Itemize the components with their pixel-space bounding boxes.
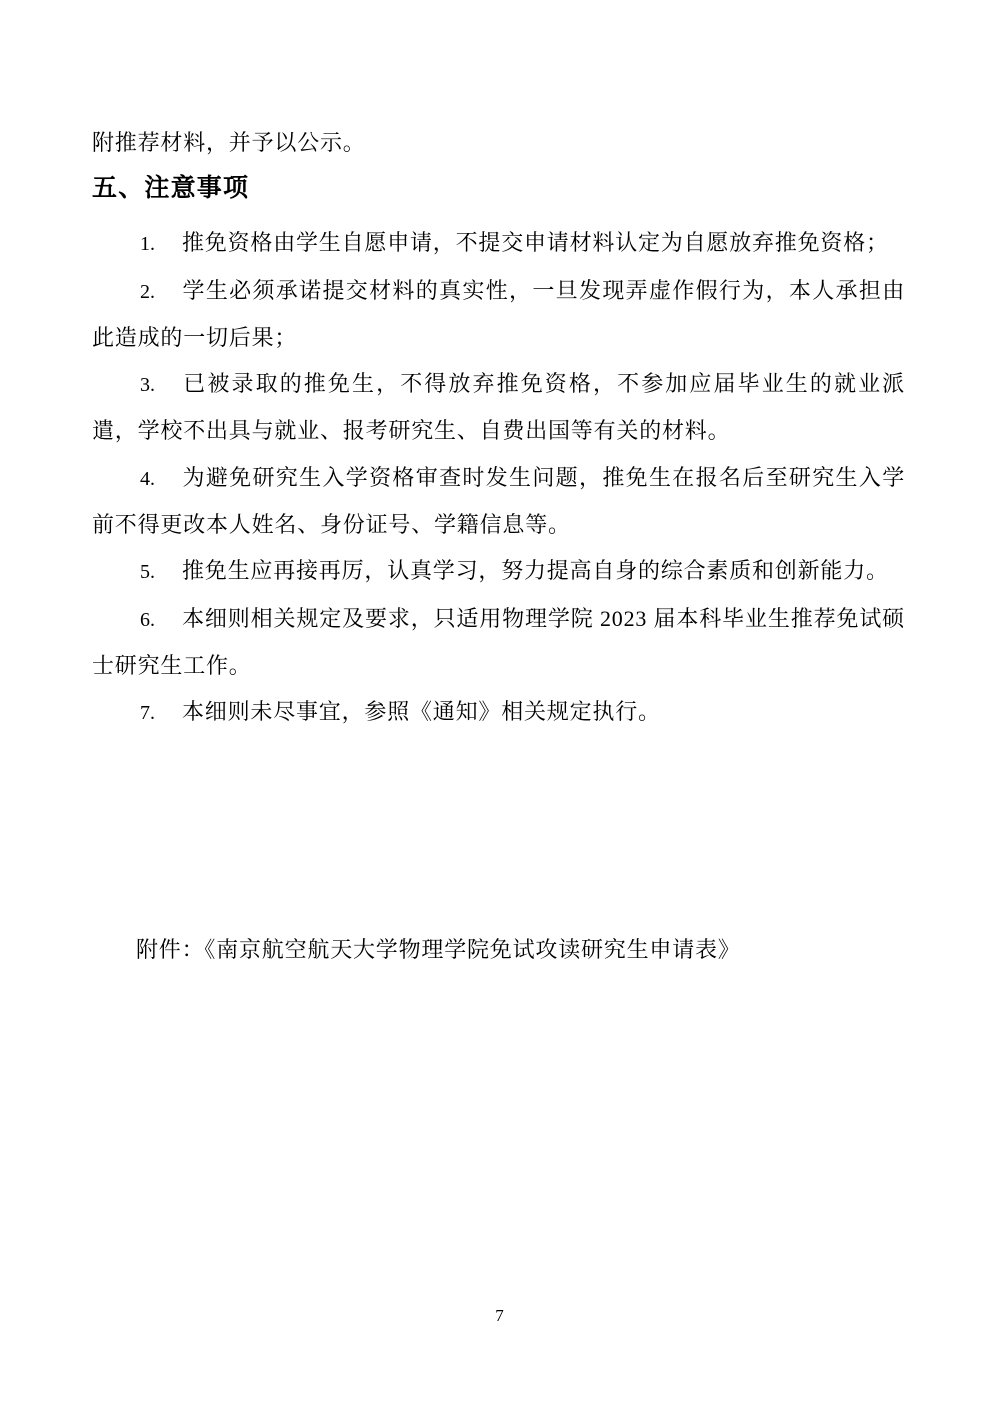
notes-list — [92, 220, 905, 736]
note-item — [92, 361, 905, 455]
note-item — [92, 268, 905, 362]
note-item — [92, 548, 905, 595]
note-text: 推免资格由学生自愿申请，不提交申请材料认定为自愿放弃推免资格； — [182, 230, 889, 256]
note-text: 本细则未尽事宜，参照《通知》相关规定执行。 — [182, 699, 661, 725]
note-number: 4. — [140, 467, 155, 490]
note-number: 3. — [140, 374, 155, 397]
note-item — [92, 689, 905, 736]
note-text: 已被录取的推免生，不得放弃推免资格，不参加应届毕业生的就业派遣，学校不出具与就业、报考研究生、自费出国等有关的材料。 — [92, 371, 905, 444]
note-number: 1. — [140, 233, 155, 256]
note-number: 5. — [140, 561, 155, 584]
note-text: 学生必须承诺提交材料的真实性，一旦发现弄虚作假行为，本人承担由此造成的一切后果； — [92, 277, 905, 350]
page-content — [92, 120, 905, 973]
attachment-title: 《南京航空航天大学物理学院免试攻读研究生申请表》 — [204, 936, 741, 962]
note-item — [92, 455, 905, 549]
note-item — [92, 220, 905, 267]
note-number: 2. — [140, 280, 155, 303]
intro-paragraph: 附推荐材料，并予以公示。 — [92, 130, 366, 155]
page-number: 7 — [495, 1306, 504, 1325]
note-text: 推免生应再接再厉，认真学习，努力提高自身的综合素质和创新能力。 — [182, 558, 889, 584]
section-heading: 五、注意事项 — [92, 174, 250, 203]
note-text: 为避免研究生入学资格审查时发生问题，推免生在报名后至研究生入学前不得更改本人姓名、身份证号、学籍信息等。 — [92, 464, 905, 538]
note-text: 本细则相关规定及要求，只适用物理学院 2023 届本科毕业生推荐免试硕士研究生工作。 — [92, 605, 905, 678]
attachment-line — [92, 927, 905, 973]
note-item — [92, 596, 905, 690]
note-number: 6. — [140, 608, 155, 631]
note-number: 7. — [140, 702, 155, 725]
attachment-label: 附件： — [136, 936, 205, 962]
